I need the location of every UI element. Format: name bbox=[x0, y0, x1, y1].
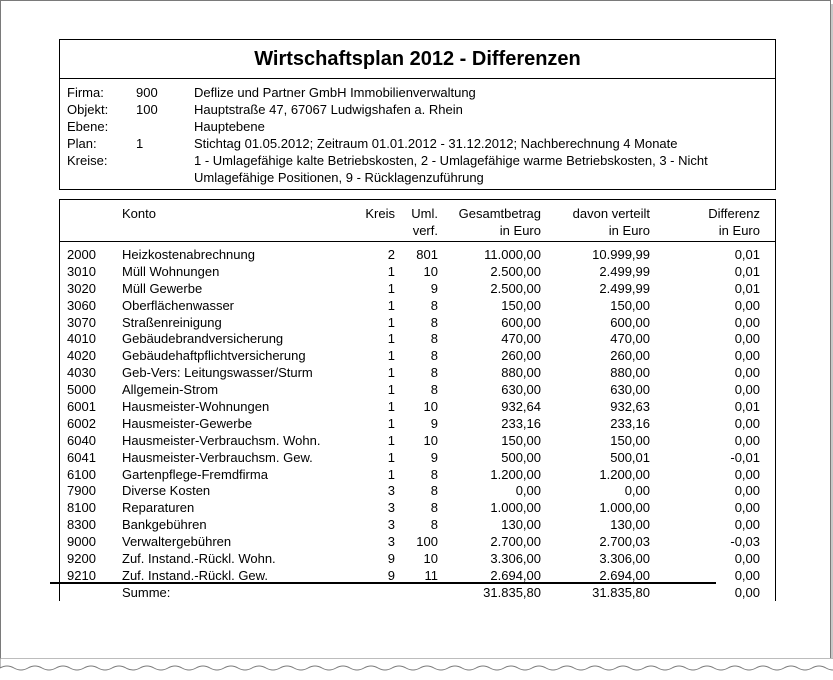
uml-value: 8 bbox=[430, 382, 438, 398]
verteilt-value: 0,00 bbox=[624, 483, 650, 499]
uml-value: 11 bbox=[424, 567, 438, 583]
kreis-value: 1 bbox=[387, 331, 395, 347]
account-number: 7900 bbox=[67, 483, 96, 499]
differenz-value: 0,01 bbox=[734, 247, 760, 262]
table-row bbox=[60, 314, 775, 331]
gesamtbetrag-value: 630,00 bbox=[501, 382, 541, 398]
account-number: 9000 bbox=[67, 534, 96, 550]
differenz-value: 0,00 bbox=[734, 483, 760, 499]
uml-value: 8 bbox=[430, 466, 438, 482]
gesamtbetrag-value: 150,00 bbox=[501, 432, 541, 448]
gesamtbetrag-value: 500,00 bbox=[501, 449, 541, 465]
sum-differenz: 0,00 bbox=[734, 585, 760, 600]
info-text: Stichtag 01.05.2012; Zeitraum 01.01.2012 - 31.12.2012; Nachberechnung 4 Monate bbox=[194, 136, 678, 151]
account-name: Reparaturen bbox=[122, 500, 195, 516]
account-name: Hausmeister-Verbrauchsm. Wohn. bbox=[122, 432, 321, 448]
gesamtbetrag-value: 600,00 bbox=[501, 314, 541, 330]
account-number: 3010 bbox=[67, 263, 96, 279]
table-row bbox=[60, 364, 775, 381]
uml-value: 8 bbox=[430, 483, 438, 499]
verteilt-value: 470,00 bbox=[610, 331, 650, 347]
account-number: 5000 bbox=[67, 382, 96, 398]
gesamtbetrag-value: 11.000,00 bbox=[484, 247, 541, 262]
verteilt-value: 1.000,00 bbox=[599, 500, 650, 516]
kreis-value: 1 bbox=[387, 466, 395, 482]
differenz-value: 0,00 bbox=[734, 365, 760, 381]
verteilt-value: 932,63 bbox=[610, 399, 650, 415]
differenz-value: 0,00 bbox=[734, 331, 760, 347]
kreis-value: 1 bbox=[387, 297, 395, 313]
account-number: 3020 bbox=[67, 280, 96, 296]
gesamtbetrag-value: 2.694,00 bbox=[490, 567, 541, 583]
gesamtbetrag-value: 260,00 bbox=[501, 348, 541, 364]
info-number: 900 bbox=[136, 85, 158, 100]
table-row bbox=[60, 381, 775, 398]
account-name: Straßenreinigung bbox=[122, 314, 222, 330]
uml-value: 8 bbox=[430, 297, 438, 313]
header-diff-line1: Differenz bbox=[708, 206, 760, 221]
account-name: Diverse Kosten bbox=[122, 483, 211, 499]
info-label: Ebene: bbox=[67, 119, 109, 134]
differences-table bbox=[59, 199, 776, 601]
header-verteilt bbox=[573, 205, 650, 239]
account-name: Gebäudehaftpflichtversicherung bbox=[122, 348, 306, 364]
table-row bbox=[60, 550, 775, 567]
verteilt-value: 880,00 bbox=[610, 365, 650, 381]
account-number: 8300 bbox=[67, 517, 96, 533]
verteilt-value: 3.306,00 bbox=[599, 551, 650, 567]
account-number: 6100 bbox=[67, 466, 96, 482]
kreis-value: 1 bbox=[387, 399, 395, 415]
verteilt-value: 233,16 bbox=[610, 415, 650, 431]
account-name: Allgemein-Strom bbox=[122, 382, 219, 398]
verteilt-value: 2.499,99 bbox=[599, 263, 650, 279]
verteilt-value: 1.200,00 bbox=[599, 466, 650, 482]
table-row bbox=[60, 449, 775, 466]
kreis-value: 1 bbox=[387, 432, 395, 448]
table-row bbox=[60, 263, 775, 280]
uml-value: 8 bbox=[430, 348, 438, 364]
sum-gesamtbetrag: 31.835,80 bbox=[483, 585, 541, 600]
header-vert-line2: in Euro bbox=[608, 223, 650, 238]
gesamtbetrag-value: 2.500,00 bbox=[490, 280, 541, 296]
torn-page-edge bbox=[0, 658, 833, 680]
table-row bbox=[60, 347, 775, 364]
table-row bbox=[60, 466, 775, 483]
account-number: 9210 bbox=[67, 567, 96, 583]
differenz-value: 0,00 bbox=[734, 348, 760, 364]
kreis-value: 3 bbox=[387, 534, 395, 550]
verteilt-value: 600,00 bbox=[610, 314, 650, 330]
verteilt-value: 150,00 bbox=[610, 432, 650, 448]
header-uml-line1: Uml. bbox=[411, 206, 438, 221]
account-name: Gebäudebrandversicherung bbox=[122, 331, 284, 347]
differenz-value: 0,00 bbox=[734, 314, 760, 330]
table-row bbox=[60, 246, 775, 263]
uml-value: 10 bbox=[423, 399, 438, 415]
differenz-value: 0,01 bbox=[734, 280, 760, 296]
header-ges-line1: Gesamtbetrag bbox=[458, 206, 541, 221]
header-diff-line2: in Euro bbox=[718, 223, 760, 238]
uml-value: 10 bbox=[423, 432, 438, 448]
info-number: 100 bbox=[136, 102, 158, 117]
info-number: 1 bbox=[136, 136, 144, 151]
differenz-value: 0,00 bbox=[734, 297, 760, 313]
differenz-value: 0,00 bbox=[734, 567, 760, 583]
uml-value: 8 bbox=[430, 500, 438, 516]
account-number: 6041 bbox=[67, 449, 96, 465]
kreis-value: 3 bbox=[387, 500, 395, 516]
header-gesamtbetrag bbox=[459, 205, 541, 239]
header-uml-line2: verf. bbox=[412, 223, 438, 238]
account-name: Zuf. Instand.-Rückl. Gew. bbox=[122, 567, 268, 583]
account-number: 3060 bbox=[67, 297, 96, 313]
info-label: Objekt: bbox=[67, 102, 109, 117]
info-text: Deflize und Partner GmbH Immobilienverwaltung bbox=[194, 85, 476, 100]
table-row bbox=[60, 330, 775, 347]
info-text: Hauptebene bbox=[194, 119, 265, 134]
uml-value: 9 bbox=[430, 449, 438, 465]
kreis-value: 3 bbox=[387, 517, 395, 533]
gesamtbetrag-value: 233,16 bbox=[501, 415, 541, 431]
kreis-value: 1 bbox=[387, 382, 395, 398]
header-divider bbox=[60, 241, 775, 242]
account-name: Gartenpflege-Fremdfirma bbox=[122, 466, 268, 482]
differenz-value: 0,00 bbox=[734, 466, 760, 482]
kreis-value: 1 bbox=[387, 263, 395, 279]
account-number: 6040 bbox=[67, 432, 96, 448]
uml-value: 9 bbox=[430, 280, 438, 296]
sum-label: Summe: bbox=[122, 585, 171, 600]
report-title: Wirtschaftsplan 2012 - Differenzen bbox=[59, 39, 776, 79]
kreis-value: 1 bbox=[387, 449, 395, 465]
account-name: Zuf. Instand.-Rückl. Wohn. bbox=[122, 551, 276, 567]
table-row bbox=[60, 533, 775, 550]
gesamtbetrag-value: 0,00 bbox=[515, 483, 541, 499]
gesamtbetrag-value: 470,00 bbox=[501, 331, 541, 347]
uml-value: 10 bbox=[423, 551, 438, 567]
header-ges-line2: in Euro bbox=[499, 223, 541, 238]
gesamtbetrag-value: 932,64 bbox=[501, 399, 541, 415]
differenz-value: 0,00 bbox=[734, 415, 760, 431]
table-row bbox=[60, 516, 775, 533]
uml-value: 8 bbox=[430, 331, 438, 347]
sum-divider bbox=[50, 582, 716, 584]
account-name: Müll Wohnungen bbox=[122, 263, 220, 279]
kreis-value: 1 bbox=[387, 348, 395, 364]
info-label: Kreise: bbox=[67, 153, 108, 168]
uml-value: 801 bbox=[416, 247, 438, 262]
sum-row bbox=[60, 584, 775, 601]
table-row bbox=[60, 432, 775, 449]
account-name: Verwaltergebühren bbox=[122, 534, 232, 550]
verteilt-value: 2.694,00 bbox=[599, 567, 650, 583]
kreis-value: 1 bbox=[387, 415, 395, 431]
verteilt-value: 260,00 bbox=[610, 348, 650, 364]
differenz-value: 0,01 bbox=[734, 399, 760, 415]
differenz-value: -0,03 bbox=[730, 534, 760, 550]
verteilt-value: 10.999,99 bbox=[592, 247, 650, 262]
gesamtbetrag-value: 880,00 bbox=[501, 365, 541, 381]
verteilt-value: 2.700,03 bbox=[599, 534, 650, 550]
account-name: Hausmeister-Gewerbe bbox=[122, 415, 253, 431]
gesamtbetrag-value: 2.500,00 bbox=[490, 263, 541, 279]
account-number: 4020 bbox=[67, 348, 96, 364]
header-kreis: Kreis bbox=[365, 206, 395, 221]
verteilt-value: 2.499,99 bbox=[599, 280, 650, 296]
kreis-value: 2 bbox=[387, 247, 395, 262]
gesamtbetrag-value: 2.700,00 bbox=[490, 534, 541, 550]
gesamtbetrag-value: 130,00 bbox=[501, 517, 541, 533]
header-differenz bbox=[708, 205, 760, 239]
uml-value: 8 bbox=[430, 314, 438, 330]
header-konto: Konto bbox=[122, 206, 156, 221]
info-label: Plan: bbox=[67, 136, 97, 151]
gesamtbetrag-value: 3.306,00 bbox=[490, 551, 541, 567]
account-name: Geb-Vers: Leitungswasser/Sturm bbox=[122, 365, 313, 381]
account-name: Heizkostenabrechnung bbox=[122, 247, 255, 262]
account-number: 2000 bbox=[67, 247, 96, 262]
account-number: 6002 bbox=[67, 415, 96, 431]
account-name: Oberflächenwasser bbox=[122, 297, 234, 313]
verteilt-value: 130,00 bbox=[610, 517, 650, 533]
account-number: 4030 bbox=[67, 365, 96, 381]
account-number: 6001 bbox=[67, 399, 96, 415]
table-row bbox=[60, 415, 775, 432]
verteilt-value: 500,01 bbox=[610, 449, 650, 465]
account-number: 4010 bbox=[67, 331, 96, 347]
differenz-value: 0,00 bbox=[734, 500, 760, 516]
differenz-value: 0,00 bbox=[734, 432, 760, 448]
info-text: Hauptstraße 47, 67067 Ludwigshafen a. Rhein bbox=[194, 102, 463, 117]
uml-value: 8 bbox=[430, 517, 438, 533]
differenz-value: 0,00 bbox=[734, 551, 760, 567]
account-number: 8100 bbox=[67, 500, 96, 516]
differenz-value: 0,00 bbox=[734, 382, 760, 398]
table-row bbox=[60, 280, 775, 297]
table-body bbox=[60, 246, 775, 584]
header-uml bbox=[411, 205, 438, 239]
uml-value: 8 bbox=[430, 365, 438, 381]
kreis-value: 3 bbox=[387, 483, 395, 499]
table-row bbox=[60, 482, 775, 499]
verteilt-value: 630,00 bbox=[610, 382, 650, 398]
account-name: Hausmeister-Verbrauchsm. Gew. bbox=[122, 449, 313, 465]
account-name: Bankgebühren bbox=[122, 517, 207, 533]
info-text: 1 - Umlagefähige kalte Betriebskosten, 2 - Umlagefähige warme Betriebskosten, 3 - Nicht Umlagefähige Positionen, 9 - Rücklagenzuführung bbox=[194, 153, 708, 185]
kreis-value: 9 bbox=[387, 551, 395, 567]
account-name: Hausmeister-Wohnungen bbox=[122, 399, 270, 415]
table-row bbox=[60, 499, 775, 516]
table-row bbox=[60, 398, 775, 415]
sum-verteilt: 31.835,80 bbox=[592, 585, 650, 600]
differenz-value: 0,01 bbox=[734, 263, 760, 279]
kreis-value: 1 bbox=[387, 280, 395, 296]
gesamtbetrag-value: 150,00 bbox=[501, 297, 541, 313]
gesamtbetrag-value: 1.000,00 bbox=[490, 500, 541, 516]
header-vert-line1: davon verteilt bbox=[572, 206, 650, 221]
uml-value: 10 bbox=[423, 263, 438, 279]
info-box bbox=[59, 78, 776, 190]
table-row bbox=[60, 297, 775, 314]
kreis-value: 1 bbox=[387, 365, 395, 381]
verteilt-value: 150,00 bbox=[610, 297, 650, 313]
account-number: 9200 bbox=[67, 551, 96, 567]
uml-value: 9 bbox=[430, 415, 438, 431]
account-number: 3070 bbox=[67, 314, 96, 330]
gesamtbetrag-value: 1.200,00 bbox=[490, 466, 541, 482]
kreis-value: 1 bbox=[387, 314, 395, 330]
differenz-value: -0,01 bbox=[730, 449, 760, 465]
kreis-value: 9 bbox=[387, 567, 395, 583]
differenz-value: 0,00 bbox=[734, 517, 760, 533]
account-name: Müll Gewerbe bbox=[122, 280, 203, 296]
info-label: Firma: bbox=[67, 85, 104, 100]
uml-value: 100 bbox=[416, 534, 438, 550]
